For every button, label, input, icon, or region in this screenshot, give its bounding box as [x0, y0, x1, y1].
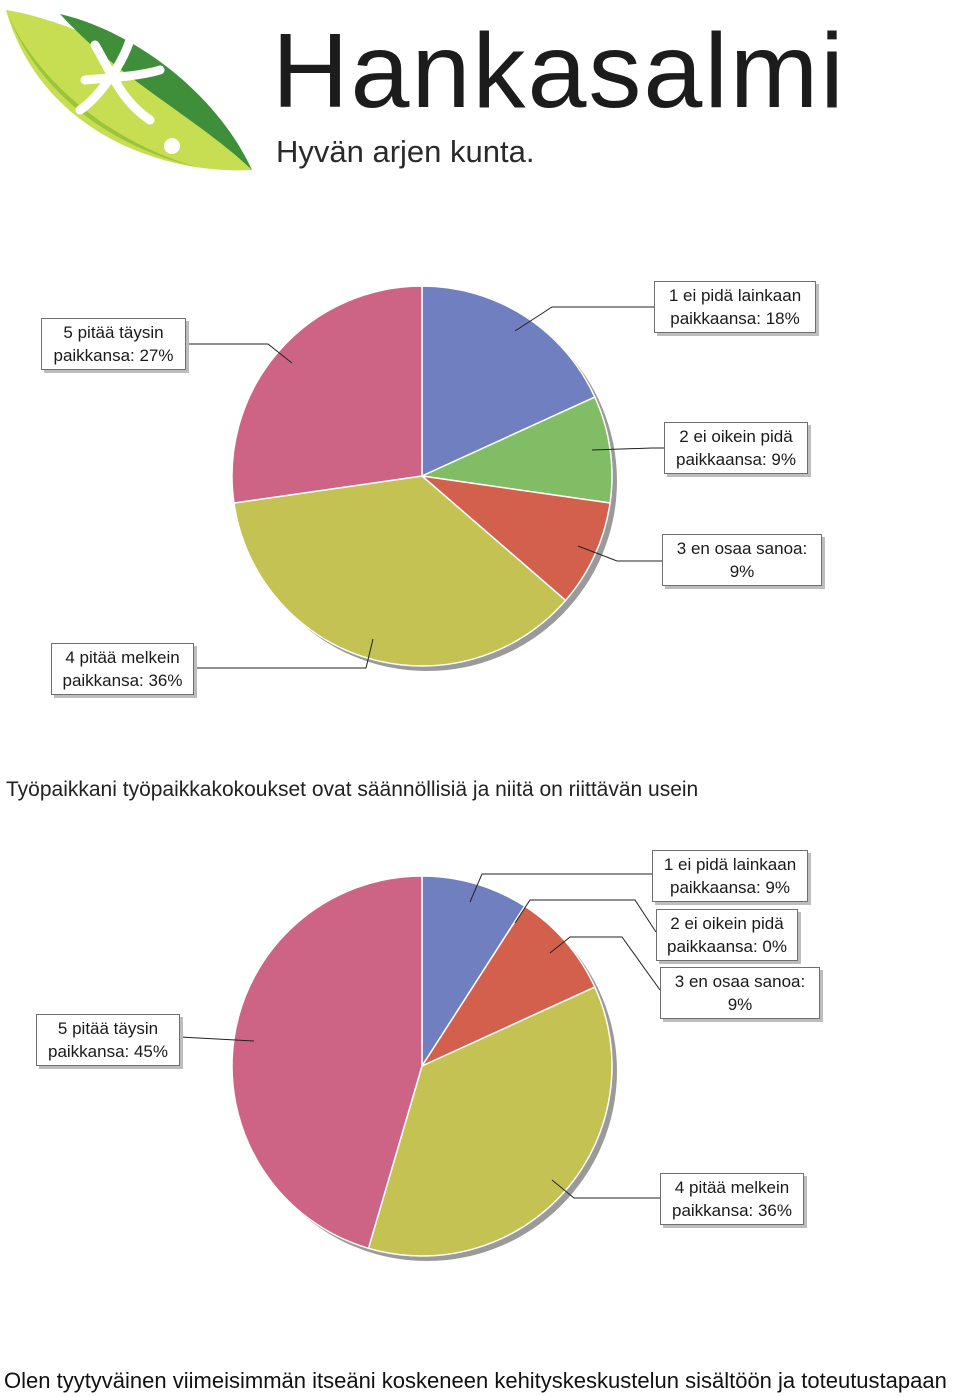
pie1-label-1-line1: 1 ei pidä lainkaan — [668, 286, 802, 305]
pie1-label-1-line2: paikkaansa: 18% — [670, 309, 800, 328]
pie1-label-4-line2: paikkansa: 36% — [62, 671, 183, 690]
pie2-label-4-line2: paikkansa: 36% — [671, 1201, 793, 1220]
pie1-label-5-line2: paikkansa: 27% — [53, 346, 174, 365]
pie1-label-2-line2: paikkaansa: 9% — [675, 450, 797, 469]
pie2-label-3 — [660, 967, 820, 1019]
pie1-label-3-line1: 3 en osaa sanoa: — [676, 539, 808, 558]
pie2-label-2-line1: 2 ei oikein pidä — [670, 914, 784, 933]
pie2-label-2-line2: paikkaansa: 0% — [666, 937, 788, 956]
leaf-logo-icon — [0, 0, 260, 180]
header — [0, 0, 960, 180]
pie1-label-4-line1: 4 pitää melkein — [65, 648, 180, 667]
pie2-label-3-line1: 3 en osaa sanoa: — [674, 972, 806, 991]
pie2-label-5-line2: paikkansa: 45% — [47, 1042, 169, 1061]
pie2-label-5-line1: 5 pitää täysin — [57, 1019, 159, 1038]
pie2-label-1-line1: 1 ei pidä lainkaan — [663, 855, 797, 874]
pie-chart-1 — [0, 230, 960, 710]
pie1-label-2 — [664, 422, 808, 474]
pie2-label-1 — [652, 850, 808, 902]
footer-title: Olen tyytyväinen viimeisimmän itseäni koskeneen kehityskeskustelun sisältöön ja toteutustapaan — [4, 1368, 947, 1393]
pie2-label-3-line2: 9% — [727, 995, 753, 1014]
brand-name: Hankasalmi — [272, 12, 846, 130]
pie1-label-5-line1: 5 pitää täysin — [63, 323, 164, 342]
pie1-label-4 — [51, 643, 194, 695]
pie1-label-2-line1: 2 ei oikein pidä — [679, 427, 793, 446]
brand-tagline: Hyvän arjen kunta. — [276, 134, 535, 169]
pie1-label-3-line2: 9% — [729, 562, 755, 581]
pie-chart-1-svg — [0, 230, 960, 710]
pie2-label-4 — [660, 1173, 804, 1225]
pie2-label-5 — [36, 1014, 180, 1066]
pie1-label-5 — [41, 318, 186, 370]
pie1-label-3 — [662, 534, 822, 586]
pie2-label-1-line2: paikkaansa: 9% — [669, 878, 791, 897]
pie1-label-1 — [654, 281, 816, 333]
pie-chart-2 — [0, 820, 960, 1290]
pie2-label-4-line1: 4 pitää melkein — [674, 1178, 790, 1197]
pie1-slice-5 — [232, 286, 422, 503]
pie2-label-2 — [656, 909, 798, 961]
chart-2-title: Työpaikkani työpaikkakokoukset ovat säännöllisiä ja niitä on riittävän usein — [6, 778, 699, 801]
